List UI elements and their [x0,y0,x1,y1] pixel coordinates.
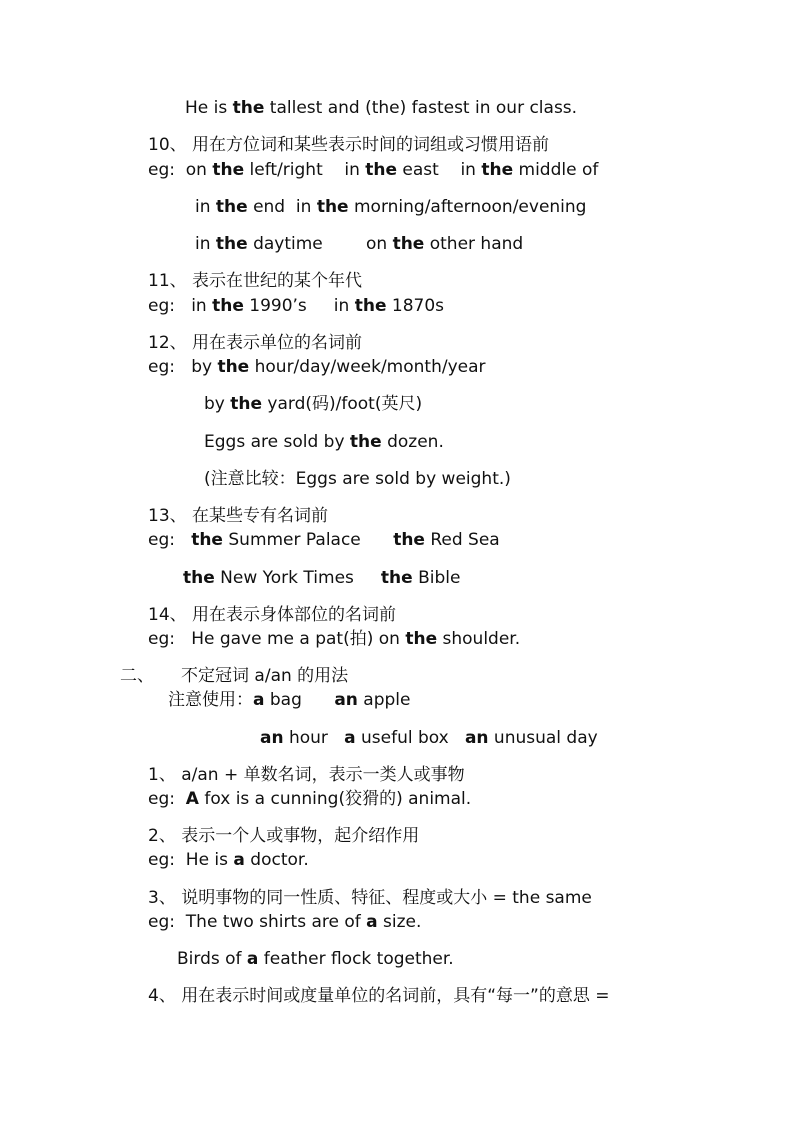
text-segment: shoulder. [437,629,521,649]
text-segment: left/right in [244,160,366,180]
text-line [148,604,396,626]
bold-article: a [233,850,245,870]
text-line [148,788,471,810]
text-segment: 3、 说明事物的同一性质、特征、程度或大小 = the same [148,888,592,908]
bold-article: the [215,234,248,254]
text-segment: hour/day/week/month/year [249,357,486,377]
text-segment: 12、 用在表示单位的名词前 [148,333,363,353]
bold-article: the [380,568,413,588]
text-segment: 1、 a/an + 单数名词，表示一类人或事物 [148,765,465,785]
text-line [148,295,444,317]
text-segment: 2、 表示一个人或事物，起介绍作用 [148,826,420,846]
text-line [148,505,328,527]
bold-article: a [253,690,265,710]
bold-article: the [349,432,382,452]
text-segment: 11、 表示在世纪的某个年代 [148,271,363,291]
text-segment: feather flock together. [258,949,454,969]
text-line [148,911,421,933]
text-segment: 1990’s in [243,296,355,316]
text-segment: Birds of [177,949,247,969]
text-segment: (注意比较：Eggs are sold by weight.) [204,469,511,489]
text-segment: useful box [355,728,465,748]
bold-article: the [405,629,438,649]
bold-article: an [260,728,284,748]
text-segment: fox is a cunning(狡猾的) animal. [198,789,472,809]
bold-article: the [217,357,250,377]
bold-article: a [344,728,356,748]
bold-article: A [185,789,199,809]
text-line [195,196,586,218]
bold-article: the [393,530,425,550]
bold-article: an [464,728,489,748]
text-segment: doctor. [244,850,309,870]
text-segment: Eggs are sold by [204,432,350,452]
bold-article: the [365,160,398,180]
text-line [148,887,592,909]
text-segment: eg: He is [148,850,234,870]
text-segment: in [195,234,216,254]
bold-article: the [354,296,387,316]
text-segment: in [195,197,216,217]
text-segment: 14、 用在表示身体部位的名词前 [148,605,397,625]
bold-article: the [481,160,514,180]
text-segment: eg: He gave me a pat(拍) on [148,629,406,649]
text-line [185,97,577,119]
text-line [148,825,419,847]
bold-article: a [246,949,259,969]
bold-article: an [334,690,358,710]
bold-article: the [392,234,425,254]
text-line [204,431,444,453]
text-segment: 13、 在某些专有名词前 [148,506,329,526]
text-segment: apple [357,690,411,710]
text-segment: 注意使用： [168,690,253,710]
text-line [148,764,465,786]
text-line [204,393,422,415]
text-segment: 1870s [386,296,445,316]
bold-article: the [316,197,349,217]
text-segment: bag [264,690,335,710]
text-line [148,849,309,871]
text-line [195,233,523,255]
text-segment: eg: [148,789,186,809]
text-segment: eg: on [148,160,213,180]
text-line [120,665,348,687]
text-line [168,689,410,711]
text-segment: 4、 用在表示时间或度量单位的名词前，具有“每一”的意思 = [148,986,610,1006]
text-line [148,332,362,354]
text-segment: eg: [148,530,192,550]
text-segment: 10、 用在方位词和某些表示时间的词组或习惯用语前 [148,135,550,155]
text-segment: Summer Palace [222,530,394,550]
text-segment: by [204,394,231,414]
text-segment: He is [185,98,233,118]
bold-article: a [366,912,378,932]
text-segment: other hand [424,234,524,254]
bold-article: the [183,568,215,588]
text-segment: east in [397,160,482,180]
text-line [177,948,454,970]
bold-article: the [212,296,244,316]
text-segment: hour [283,728,345,748]
text-line [148,159,598,181]
text-segment: Bible [412,568,461,588]
text-segment: dozen. [381,432,444,452]
text-segment: size. [377,912,422,932]
text-segment: 二、 不定冠词 a/an 的用法 [120,666,349,686]
text-line [260,727,598,749]
text-line [148,628,520,650]
text-segment: morning/afternoon/evening [348,197,587,217]
text-segment: New York Times [214,568,381,588]
text-line [183,567,460,589]
text-segment: daytime on [247,234,393,254]
bold-article: the [212,160,245,180]
text-segment: middle of [513,160,599,180]
text-line [204,468,511,490]
bold-article: the [191,530,223,550]
text-segment: Red Sea [424,530,500,550]
bold-article: the [232,98,265,118]
text-line [148,134,549,156]
text-segment: eg: The two shirts are of [148,912,367,932]
text-line [148,356,486,378]
bold-article: the [230,394,263,414]
text-segment: tallest and (the) fastest in our class. [264,98,578,118]
text-line [148,529,500,551]
bold-article: the [215,197,248,217]
text-segment: unusual day [488,728,598,748]
text-segment: eg: by [148,357,218,377]
text-segment: end in [247,197,317,217]
text-segment: eg: in [148,296,213,316]
text-line [148,270,362,292]
text-line [148,985,609,1007]
text-segment: yard(码)/foot(英尺) [262,394,423,414]
